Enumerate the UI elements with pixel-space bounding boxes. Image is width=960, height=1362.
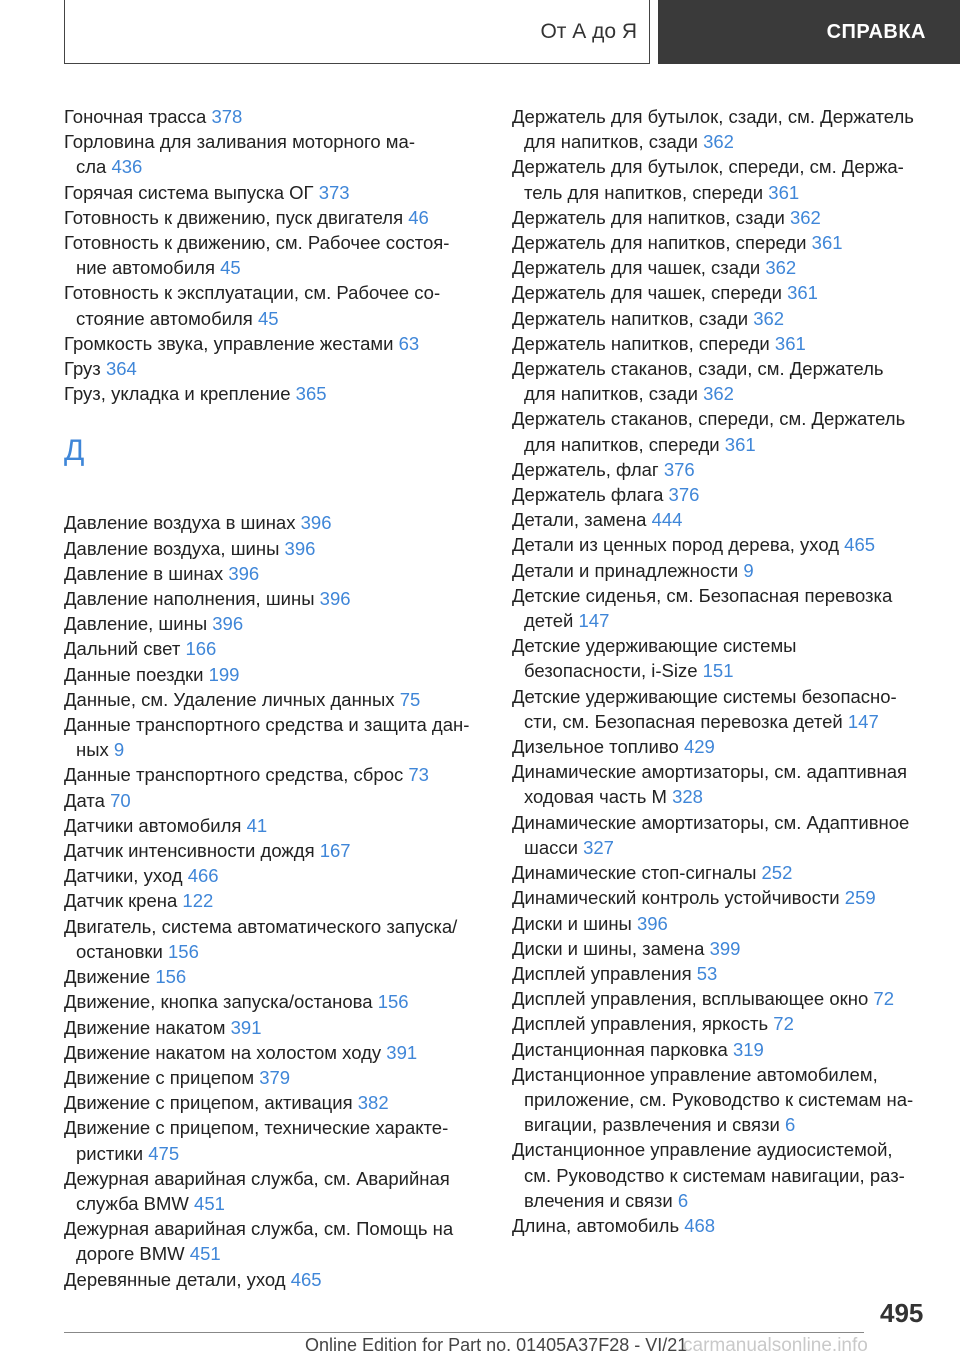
page-link[interactable]: 9 — [113, 739, 125, 761]
entry-text: служба BMW — [76, 1192, 195, 1214]
page-link[interactable]: 72 — [873, 988, 894, 1010]
page-link[interactable]: 391 — [386, 1041, 418, 1063]
entry-text: сла — [76, 156, 112, 178]
index-entry[interactable] — [64, 1065, 484, 1090]
entry-text: влечения и связи — [524, 1189, 678, 1211]
page-link[interactable]: 396 — [228, 562, 260, 584]
index-entry[interactable] — [64, 863, 484, 888]
index-entry[interactable] — [64, 888, 484, 913]
index-entry[interactable] — [512, 255, 932, 280]
reference-tab-label: СПРАВКА — [826, 20, 926, 43]
index-entry[interactable] — [64, 129, 484, 179]
entry-text: Громкость звука, управление жестами — [64, 332, 399, 354]
index-entry[interactable] — [512, 1037, 932, 1062]
entry-text: Двигатель, система автоматического запуска/ — [64, 915, 458, 937]
entry-text: Гоночная трасса — [64, 106, 212, 127]
entry-text: ристики — [76, 1142, 149, 1164]
index-entry[interactable] — [512, 633, 932, 683]
entry-text: Данные, см. Удаление личных данных — [64, 688, 400, 710]
entry-text: Дистанционное управление аудиосистемой, — [512, 1139, 893, 1161]
entry-text: Дисплей управления, всплывающее окно — [512, 988, 874, 1010]
entry-text: ных — [76, 739, 114, 761]
page-link[interactable]: 396 — [319, 588, 351, 610]
page-link[interactable]: 465 — [844, 534, 876, 556]
index-entry[interactable] — [64, 280, 484, 330]
page-link[interactable]: 451 — [194, 1192, 225, 1214]
page-link[interactable]: 396 — [636, 912, 668, 934]
entry-text: Давление воздуха, шины — [64, 537, 285, 559]
index-entry[interactable] — [512, 230, 932, 255]
entry-text: Держатель для бутылок, спереди, см. Держа- — [512, 156, 904, 178]
index-entry[interactable] — [512, 482, 932, 507]
index-entry[interactable] — [64, 712, 484, 762]
index-entry[interactable] — [64, 914, 484, 964]
index-entry[interactable] — [512, 986, 932, 1011]
page-link[interactable]: 362 — [789, 206, 821, 228]
index-entry[interactable] — [64, 586, 484, 611]
index-entry[interactable] — [512, 684, 932, 734]
index-entry[interactable] — [512, 911, 932, 936]
index-entry[interactable] — [512, 205, 932, 230]
letter-heading: Д — [64, 434, 85, 468]
index-entry[interactable] — [64, 1015, 484, 1040]
page-link[interactable]: 396 — [284, 537, 316, 559]
index-entry[interactable] — [512, 1062, 932, 1138]
index-entry[interactable] — [512, 961, 932, 986]
index-column-left — [64, 104, 484, 1292]
page-link[interactable]: 156 — [377, 991, 409, 1013]
entry-text: Движение с прицепом — [64, 1066, 260, 1088]
page-link[interactable]: 436 — [111, 156, 143, 178]
page-link[interactable]: 361 — [787, 282, 818, 304]
index-entry[interactable] — [64, 762, 484, 787]
entry-text: Диски и шины, замена — [512, 937, 710, 959]
entry-text: тель для напитков, спереди — [524, 181, 769, 203]
page-link[interactable]: 328 — [672, 786, 703, 808]
entry-text: Динамический контроль устойчивости — [512, 887, 845, 909]
entry-text: Держатель для чашек, сзади — [512, 257, 766, 279]
index-entry[interactable] — [64, 838, 484, 863]
index-entry[interactable] — [512, 885, 932, 910]
entry-text: Давление наполнения, шины — [64, 588, 320, 610]
index-entry[interactable] — [512, 1011, 932, 1036]
index-entry[interactable] — [64, 205, 484, 230]
entry-text: детей — [524, 610, 579, 632]
entry-text: дороге BMW — [76, 1243, 190, 1265]
index-entry[interactable] — [64, 662, 484, 687]
entry-text: Данные транспортного средства, сброс — [64, 764, 409, 786]
index-entry[interactable] — [64, 636, 484, 661]
entry-text: Дистанционная парковка — [512, 1038, 733, 1060]
entry-text: Горячая система выпуска ОГ — [64, 181, 319, 203]
entry-text: ние автомобиля — [76, 257, 221, 279]
watermark: carmanualsonline.info — [683, 1335, 868, 1356]
entry-text: Держатель напитков, спереди — [512, 332, 775, 354]
entry-text: Детские удерживающие системы безопасно- — [512, 685, 897, 707]
page-link[interactable]: 451 — [189, 1243, 221, 1265]
page-link[interactable]: 6 — [785, 1114, 796, 1136]
index-entry[interactable] — [512, 583, 932, 633]
index-entry[interactable] — [512, 356, 932, 406]
index-entry[interactable] — [64, 813, 484, 838]
entry-text: для напитков, спереди — [524, 433, 725, 455]
page-link[interactable]: 75 — [399, 688, 421, 710]
entry-text: Держатель, флаг — [512, 458, 664, 480]
index-entry[interactable] — [64, 536, 484, 561]
entry-text: Готовность к движению, см. Рабочее состоя- — [64, 232, 450, 254]
page-link[interactable]: 396 — [300, 512, 332, 534]
page-link[interactable]: 167 — [319, 840, 351, 862]
page-link[interactable]: 41 — [246, 814, 268, 836]
section-header — [64, 0, 650, 64]
page-link[interactable]: 147 — [847, 710, 879, 732]
index-entry[interactable] — [64, 561, 484, 586]
index-entry[interactable] — [512, 1137, 932, 1213]
entry-text: Дисплей управления — [512, 962, 697, 984]
index-column-right — [512, 104, 932, 1238]
page-link[interactable]: 399 — [709, 937, 741, 959]
entry-text: сти, см. Безопасная перевозка детей — [524, 710, 848, 732]
entry-text: Дальний свет — [64, 638, 186, 660]
entry-text: Данные поездки — [64, 663, 209, 685]
page-link[interactable]: 365 — [295, 383, 327, 405]
entry-text: Дисплей управления, яркость — [512, 1013, 774, 1035]
page-link[interactable]: 72 — [773, 1013, 794, 1035]
index-entry[interactable] — [512, 154, 932, 204]
page-link[interactable]: 327 — [583, 836, 614, 858]
page-link[interactable]: 379 — [259, 1066, 291, 1088]
entry-text: Динамические амортизаторы, см. Адаптивное — [512, 811, 910, 833]
entry-text: Данные транспортного средства и защита дан- — [64, 714, 470, 736]
entry-text: Детские сиденья, см. Безопасная перевозка — [512, 584, 893, 606]
entry-text: ходовая часть M — [524, 786, 673, 808]
entry-text: Движение с прицепом, активация — [64, 1092, 358, 1114]
entry-text: Детали, замена — [512, 509, 652, 531]
page-link[interactable]: 391 — [230, 1016, 262, 1038]
page-link[interactable]: 156 — [168, 940, 199, 962]
entry-text: Движение, кнопка запуска/останова — [64, 991, 378, 1013]
entry-text: Дата — [64, 789, 111, 811]
page-link[interactable]: 361 — [811, 232, 843, 254]
entry-text: стояние автомобиля — [76, 307, 258, 329]
index-entry[interactable] — [512, 532, 932, 557]
entry-text: Детские удерживающие системы — [512, 635, 797, 657]
index-entry[interactable] — [64, 964, 484, 989]
reference-tab[interactable] — [658, 0, 960, 64]
index-entry[interactable] — [512, 1213, 932, 1238]
entry-text: Движение накатом — [64, 1016, 231, 1038]
index-entry[interactable] — [512, 457, 932, 482]
index-entry[interactable] — [64, 1115, 484, 1165]
index-entry[interactable] — [64, 1090, 484, 1115]
entry-text: Держатель напитков, сзади — [512, 307, 754, 329]
entry-text: Динамические стоп-сигналы — [512, 862, 762, 884]
page-link[interactable]: 376 — [668, 484, 700, 506]
entry-text: шасси — [524, 836, 584, 858]
page-link[interactable]: 466 — [187, 865, 219, 887]
index-entry[interactable] — [64, 510, 484, 535]
index-entry[interactable] — [512, 936, 932, 961]
page-link[interactable]: 252 — [761, 862, 793, 884]
index-entry[interactable] — [512, 306, 932, 331]
entry-text: Давление, шины — [64, 613, 213, 635]
entry-text: Груз — [64, 358, 106, 380]
entry-text: Дежурная аварийная служба, см. Аварийная — [64, 1167, 450, 1189]
edition-note: Online Edition for Part no. 01405A37F28 - VI/21 — [305, 1335, 688, 1355]
index-entry[interactable] — [64, 331, 484, 356]
index-entry[interactable] — [64, 1040, 484, 1065]
page-link[interactable]: 156 — [155, 966, 187, 988]
entry-text: для напитков, сзади — [524, 131, 704, 153]
page-link[interactable]: 46 — [408, 206, 429, 228]
index-entry[interactable] — [64, 1216, 484, 1266]
page-link[interactable]: 361 — [768, 181, 800, 203]
page-link[interactable]: 9 — [743, 559, 754, 581]
page-link[interactable]: 199 — [208, 663, 240, 685]
index-entry[interactable] — [512, 810, 932, 860]
entry-text: Готовность к эксплуатации, см. Рабочее со- — [64, 282, 441, 304]
index-entry[interactable] — [64, 356, 484, 381]
entry-text: Движение — [64, 966, 156, 988]
section-label: От А до Я — [540, 19, 637, 43]
page-link[interactable]: 364 — [105, 358, 137, 380]
page-link[interactable]: 6 — [677, 1189, 689, 1211]
page-link[interactable]: 361 — [724, 433, 756, 455]
page-link[interactable]: 73 — [408, 764, 429, 786]
entry-text: Держатель стаканов, сзади, см. Держатель — [512, 358, 884, 380]
index-entry[interactable] — [64, 1267, 484, 1292]
entry-text: Диски и шины — [512, 912, 637, 934]
page-link[interactable]: 361 — [774, 332, 806, 354]
entry-text: вигации, развлечения и связи — [524, 1114, 786, 1136]
entry-text: Детали и принадлежности — [512, 559, 744, 581]
index-entry[interactable] — [512, 734, 932, 759]
page-link[interactable]: 319 — [732, 1038, 764, 1060]
index-entry[interactable] — [512, 104, 932, 154]
index-entry[interactable] — [512, 331, 932, 356]
index-entry[interactable] — [64, 104, 484, 129]
entry-text: для напитков, сзади — [524, 383, 704, 405]
page-link[interactable]: 259 — [844, 887, 876, 909]
index-entry[interactable] — [64, 611, 484, 636]
entry-text: Давление в шинах — [64, 562, 229, 584]
page-link[interactable]: 53 — [696, 962, 718, 984]
entry-text: Дежурная аварийная служба, см. Помощь на — [64, 1218, 454, 1240]
index-entry[interactable] — [512, 558, 932, 583]
entry-text: Датчики автомобиля — [64, 814, 247, 836]
entry-text: Длина, автомобиль — [512, 1214, 685, 1236]
entry-text: Держатель флага — [512, 484, 669, 506]
index-entry[interactable] — [512, 860, 932, 885]
page-link[interactable]: 429 — [683, 736, 715, 758]
entry-text: Горловина для заливания моторного ма- — [64, 131, 415, 153]
page-link[interactable]: 45 — [257, 307, 279, 329]
index-entry[interactable] — [64, 687, 484, 712]
entry-text: Держатель стаканов, спереди, см. Держатель — [512, 408, 906, 430]
page-link[interactable]: 373 — [318, 181, 350, 203]
entry-text: Держатель для чашек, спереди — [512, 282, 788, 304]
index-entry[interactable] — [64, 1166, 484, 1216]
page-link[interactable]: 45 — [220, 257, 241, 279]
index-entry[interactable] — [64, 381, 484, 406]
entry-text: Датчик крена — [64, 890, 183, 912]
entry-text: остановки — [76, 940, 168, 962]
entry-text: Держатель для бутылок, сзади, см. Держатель — [512, 106, 914, 127]
index-entry[interactable] — [512, 406, 932, 456]
entry-text: безопасности, i-Size — [524, 660, 703, 682]
entry-text: Давление воздуха в шинах — [64, 512, 301, 534]
entry-text: Деревянные детали, уход — [64, 1268, 291, 1290]
index-entry[interactable] — [512, 759, 932, 809]
page-number: 495 — [880, 1298, 924, 1328]
index-entry[interactable] — [64, 788, 484, 813]
entry-text: Держатель для напитков, сзади — [512, 206, 790, 228]
entry-text: Готовность к движению, пуск двигателя — [64, 206, 409, 228]
entry-text: Держатель для напитков, спереди — [512, 232, 812, 254]
page-link[interactable]: 378 — [211, 106, 243, 127]
entry-text: приложение, см. Руководство к системам на- — [524, 1088, 914, 1110]
index-entry[interactable] — [64, 180, 484, 205]
entry-text: Дистанционное управление автомобилем, — [512, 1063, 878, 1085]
page-link[interactable]: 468 — [684, 1214, 716, 1236]
page-link[interactable]: 382 — [357, 1092, 389, 1114]
page-link[interactable]: 70 — [110, 789, 131, 811]
page-link[interactable]: 166 — [185, 638, 217, 660]
entry-text: Дизельное топливо — [512, 736, 684, 758]
index-entry[interactable] — [64, 230, 484, 280]
entry-text: Движение с прицепом, технические характе- — [64, 1117, 449, 1139]
page-link[interactable]: 63 — [398, 332, 420, 354]
page-link[interactable]: 396 — [212, 613, 244, 635]
index-entry[interactable] — [64, 989, 484, 1014]
index-entry[interactable] — [512, 507, 932, 532]
footer-divider — [64, 1332, 864, 1333]
entry-text: см. Руководство к системам навигации, раз- — [524, 1164, 905, 1186]
page-link[interactable]: 122 — [182, 890, 214, 912]
page-link[interactable]: 147 — [578, 610, 610, 632]
page-link[interactable]: 362 — [703, 383, 734, 405]
entry-text: Детали из ценных пород дерева, уход — [512, 534, 845, 556]
page-link[interactable]: 444 — [651, 509, 683, 531]
index-entry[interactable] — [512, 280, 932, 305]
page-link[interactable]: 362 — [765, 257, 797, 279]
page-link[interactable]: 151 — [702, 660, 734, 682]
entry-text: Датчики, уход — [64, 865, 188, 887]
page-link[interactable]: 376 — [663, 458, 695, 480]
entry-text: Динамические амортизаторы, см. адаптивная — [512, 761, 908, 783]
entry-text: Датчик интенсивности дождя — [64, 840, 320, 862]
page-link[interactable]: 465 — [290, 1268, 322, 1290]
page-link[interactable]: 362 — [753, 307, 785, 329]
entry-text: Движение накатом на холостом ходу — [64, 1041, 387, 1063]
page-link[interactable]: 362 — [703, 131, 734, 153]
page-link[interactable]: 475 — [148, 1142, 180, 1164]
entry-text: Груз, укладка и крепление — [64, 383, 296, 405]
